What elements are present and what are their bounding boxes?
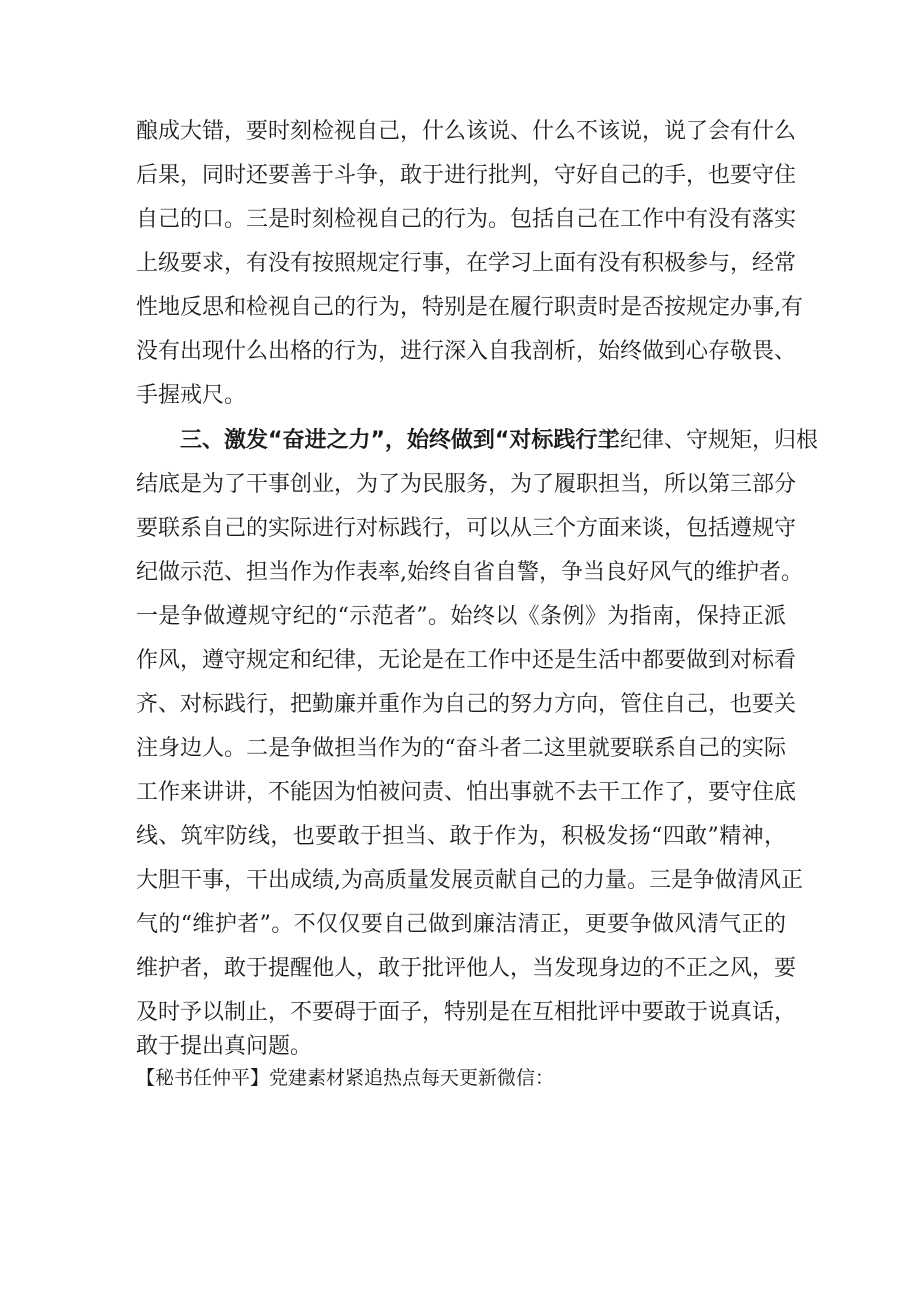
footer-note: 【秘书任仲平】党建素材紧追热点每天更新微信： [136,1067,555,1089]
paragraph-line: 注身边人。二是争做担当作为的“奋斗者二这里就要联系自己的实际 [136,736,786,761]
paragraph-line: 大胆干事，干出成绩,为高质量发展贡献自己的力量。三是争做清风正 [136,868,803,893]
paragraph-line: 齐、对标践行，把勤廉并重作为自己的努力方向，管住自己，也要关 [136,692,797,717]
paragraph-line: 酿成大错，要时刻检视自己，什么该说、什么不该说，说了会有什么 [136,119,797,144]
paragraph-line: 一是争做遵规守纪的“示范者”。始终以《条例》为指南，保持正派 [136,604,786,629]
section-heading-continuation: 学纪律、守规矩，归根 [598,428,819,453]
paragraph-line: 维护者，敢于提醒他人，敢于批评他人，当发现身边的不正之风，要 [136,956,797,981]
paragraph-line: 纪做示范、担当作为作表率,始终自省自警，争当良好风气的维护者。 [136,560,803,585]
paragraph-line: 上级要求，有没有按照规定行事，在学习上面有没有积极参与，经常 [136,251,797,276]
paragraph-line: 敢于提出真问题。 [136,1034,313,1059]
paragraph-line: 没有出现什么出格的行为，进行深入自我剖析，始终做到心存敬畏、 [136,339,797,364]
paragraph-line: 及时予以制止，不要碍于面子，特别是在互相批评中要敢于说真话， [136,1000,797,1025]
paragraph-line: 后果，同时还要善于斗争，敢于进行批判，守好自己的手，也要守住 [136,163,797,188]
section-heading: 三、激发“奋进之力”，始终做到“对标践行工 [180,428,620,453]
paragraph-line: 自己的口。三是时刻检视自己的行为。包括自己在工作中有没有落实 [136,207,797,232]
paragraph-line: 作风，遵守规定和纪律，无论是在工作中还是生活中都要做到对标看 [136,648,797,673]
paragraph-line: 结底是为了干事创业，为了为民服务，为了履职担当，所以第三部分 [136,472,797,497]
paragraph-line: 线、筑牢防线，也要敢于担当、敢于作为，积极发扬“四敢”精神， [136,824,786,849]
paragraph-line: 工作来讲讲，不能因为怕被问责、怕出事就不去干工作了，要守住底 [136,780,797,805]
paragraph-line: 性地反思和检视自己的行为，特别是在履行职责时是否按规定办事,有 [136,295,803,320]
paragraph-line: 要联系自己的实际进行对标践行，可以从三个方面来谈，包括遵规守 [136,516,797,541]
paragraph-line: 手握戒尺。 [136,383,247,408]
paragraph-line: 气的“维护者”。不仅仅要自己做到廉洁清正，更要争做风清气正的 [136,912,786,937]
